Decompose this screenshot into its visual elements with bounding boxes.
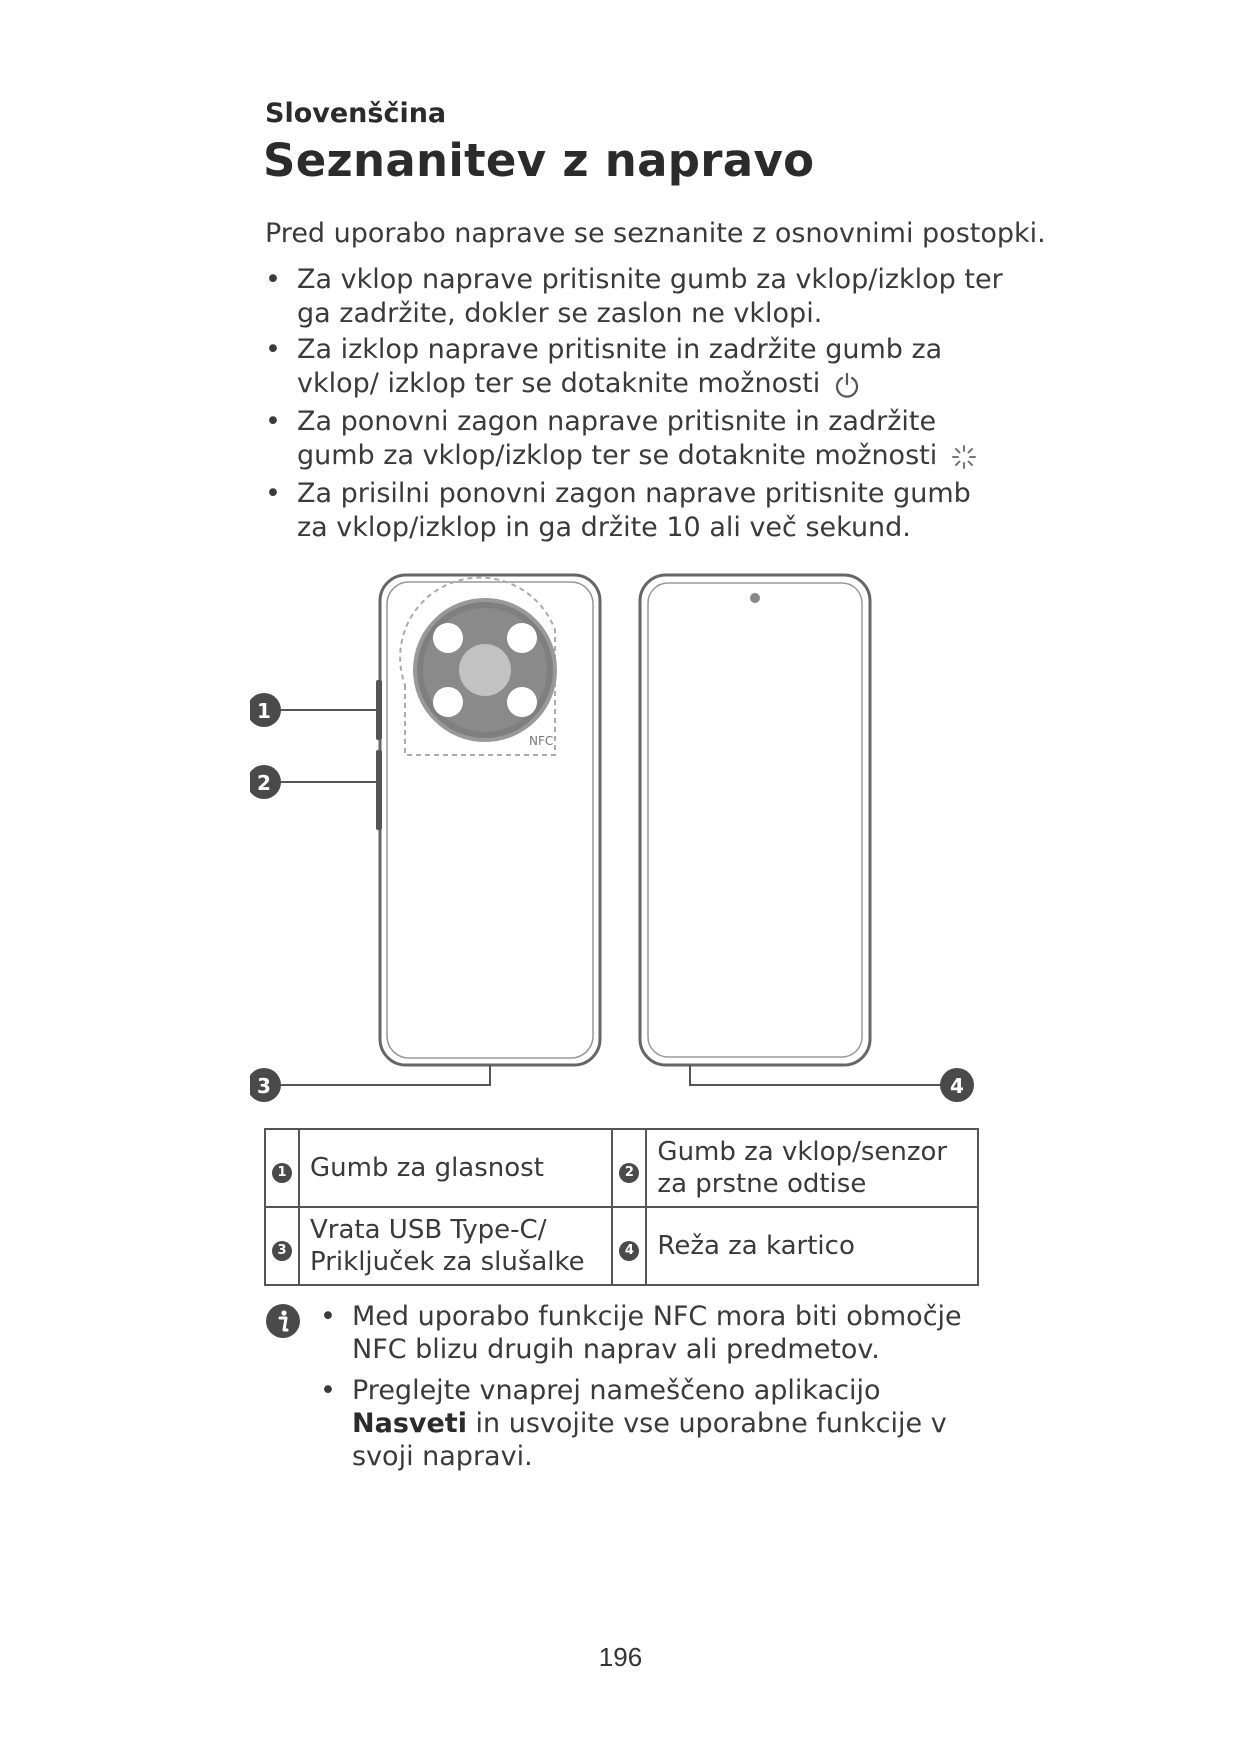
number-badge: 4 bbox=[619, 1241, 639, 1261]
language-label: Slovenščina bbox=[265, 98, 447, 129]
power-icon bbox=[833, 371, 861, 399]
svg-text:1: 1 bbox=[257, 699, 271, 723]
note-text: Preglejte vnaprej nameščeno aplikacijo Nasveti in usvojite vse uporabne funkcije v svoji napravi. bbox=[352, 1375, 947, 1472]
camera-lens bbox=[433, 623, 463, 653]
svg-text:3: 3 bbox=[257, 1074, 271, 1098]
table-cell: Reža za kartico bbox=[646, 1207, 978, 1285]
list-item: • Med uporabo funkcije NFC mora biti območje NFC blizu drugih naprav ali predmetov. bbox=[320, 1301, 962, 1365]
power-button bbox=[376, 750, 382, 830]
callout-4 bbox=[940, 1068, 974, 1102]
number-badge: 1 bbox=[272, 1163, 292, 1183]
table-row bbox=[265, 1129, 978, 1207]
list-item-text: Za prisilni ponovni zagon naprave pritisnite gumb za vklop/izklop in ga držite 10 ali več sekund. bbox=[297, 478, 971, 543]
table-row bbox=[265, 1207, 978, 1285]
page-number: 196 bbox=[598, 1642, 643, 1672]
flash bbox=[507, 687, 537, 717]
list-item-text: Za vklop naprave pritisnite gumb za vklop/izklop ter ga zadržite, dokler se zaslon ne vklopi. bbox=[297, 264, 1003, 329]
table-cell: Gumb za glasnost bbox=[299, 1129, 612, 1207]
camera-lens bbox=[459, 644, 511, 696]
svg-text:2: 2 bbox=[257, 771, 271, 795]
list-item: • Za vklop naprave pritisnite gumb za vklop/izklop ter ga zadržite, dokler se zaslon ne vklopi. bbox=[265, 264, 1003, 329]
parts-table bbox=[264, 1128, 979, 1286]
list-item-text: Za ponovni zagon naprave pritisnite in zadržite gumb za vklop/izklop ter se dotaknite možnosti bbox=[297, 406, 938, 471]
list-item: • Preglejte vnaprej nameščeno aplikacijo Nasveti in usvojite vse uporabne funkcije v svoji napravi. bbox=[320, 1375, 947, 1472]
volume-button bbox=[376, 680, 382, 740]
callout-2 bbox=[250, 765, 281, 799]
page-title: Seznanitev z napravo bbox=[263, 134, 815, 187]
callout-3 bbox=[250, 1068, 281, 1102]
restart-icon bbox=[950, 443, 978, 471]
list-item: • Za ponovni zagon naprave pritisnite in zadržite gumb za vklop/izklop ter se dotaknite možnosti bbox=[265, 405, 1005, 473]
instruction-list bbox=[265, 263, 1005, 545]
info-icon bbox=[265, 1303, 301, 1339]
camera-lens bbox=[507, 623, 537, 653]
nfc-label: NFC bbox=[529, 734, 554, 748]
front-camera bbox=[750, 593, 760, 603]
note-text: Med uporabo funkcije NFC mora biti območje NFC blizu drugih naprav ali predmetov. bbox=[352, 1301, 962, 1365]
phone-front-outline bbox=[640, 575, 870, 1065]
number-badge: 3 bbox=[272, 1241, 292, 1261]
notes-list bbox=[320, 1300, 1000, 1481]
number-badge: 2 bbox=[619, 1163, 639, 1183]
table-cell: Gumb za vklop/senzor za prstne odtise bbox=[646, 1129, 978, 1207]
device-illustration bbox=[250, 570, 990, 1120]
svg-text:4: 4 bbox=[950, 1074, 964, 1098]
intro-text: Pred uporabo naprave se seznanite z osnovnimi postopki. bbox=[265, 218, 1046, 249]
table-cell: Vrata USB Type-C/ Priključek za slušalke bbox=[299, 1207, 612, 1285]
list-item: • Za izklop naprave pritisnite in zadržite gumb za vklop/ izklop ter se dotaknite možnosti bbox=[265, 334, 943, 399]
list-item-text: Za izklop naprave pritisnite in zadržite gumb za vklop/ izklop ter se dotaknite možnosti bbox=[297, 334, 943, 399]
app-name: Nasveti bbox=[352, 1408, 467, 1439]
callout-1 bbox=[250, 693, 281, 727]
camera-lens bbox=[433, 687, 463, 717]
list-item: • Za prisilni ponovni zagon naprave pritisnite gumb za vklop/izklop in ga držite 10 ali več sekund. bbox=[265, 478, 971, 543]
